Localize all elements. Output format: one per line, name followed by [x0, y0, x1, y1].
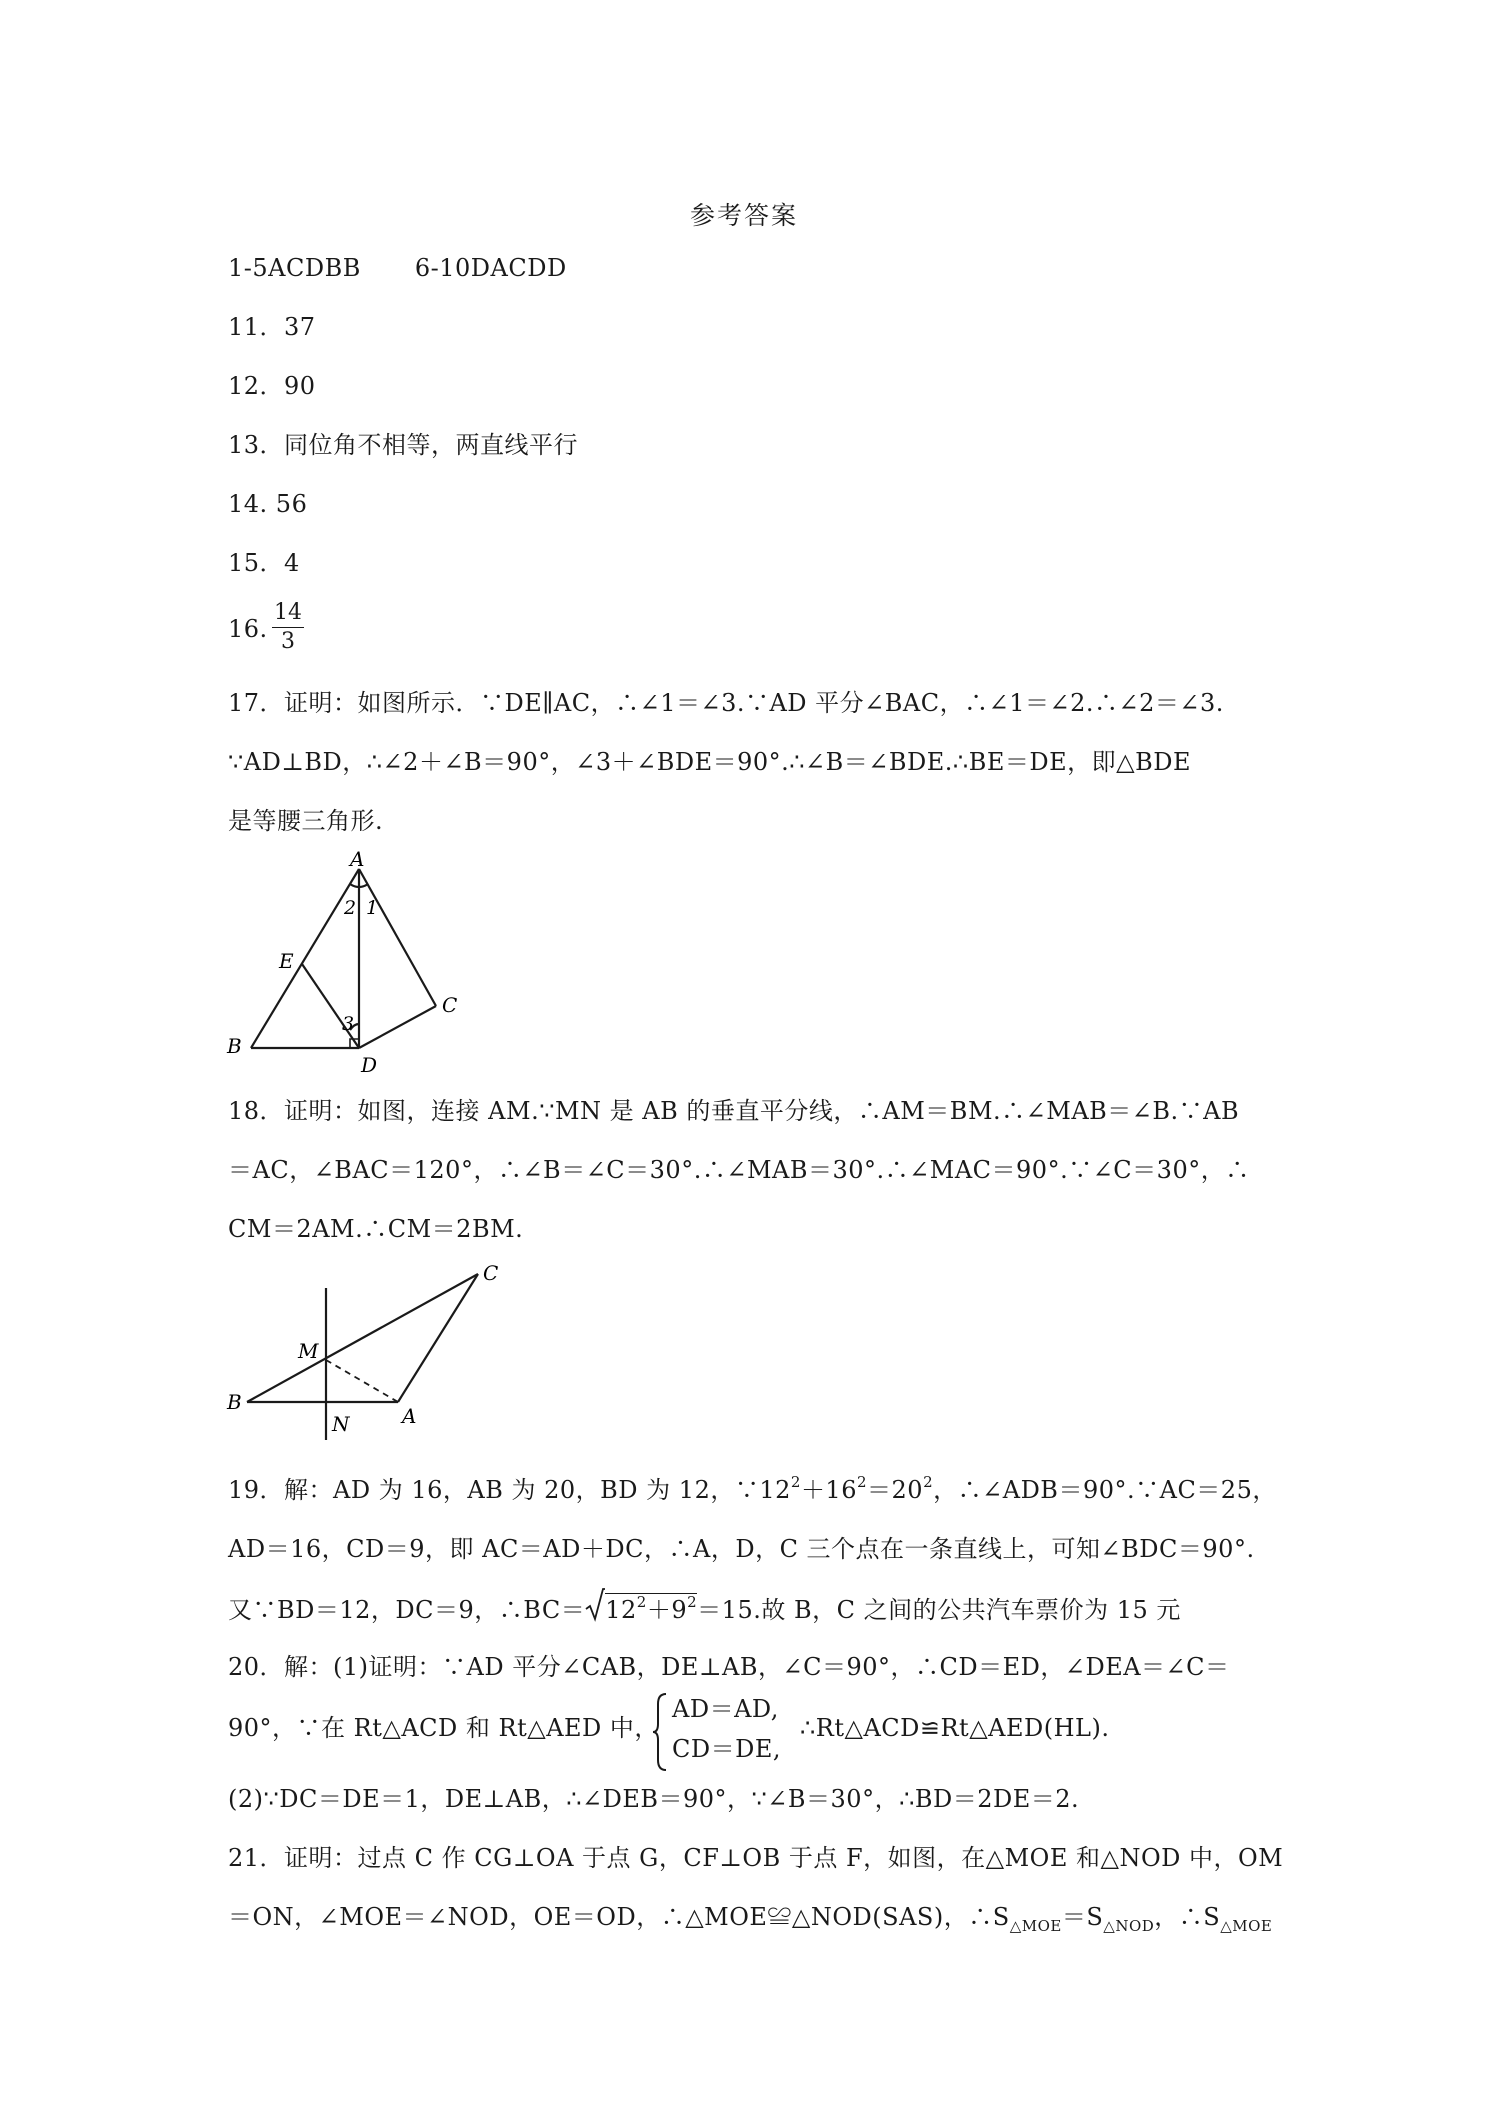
answer-16-label: 16. — [228, 615, 268, 643]
label-angle-1: 1 — [366, 897, 379, 919]
q19-sup-3: 2 — [923, 1473, 934, 1491]
page-title: 参考答案 — [689, 201, 798, 230]
label-angle-2: 2 — [344, 897, 357, 919]
label-E: E — [279, 949, 294, 973]
q20-line-2-part-a: 90°，∵在 Rt△ACD 和 Rt△AED 中， — [228, 1714, 659, 1742]
q21-sub-2: △NOD — [1103, 1916, 1155, 1935]
q19-line-3-part-a: 又∵BD＝12，DC＝9，∴BC＝ — [228, 1596, 586, 1624]
brace-icon — [652, 1692, 668, 1772]
q21-sub-1: △MOE — [1009, 1916, 1062, 1935]
q21-line-2-part-c: ，∴S — [1154, 1903, 1221, 1931]
answer-16-fraction — [272, 600, 304, 655]
radicand-sup-1: 2 — [636, 1593, 647, 1611]
dashed-segment-AM — [326, 1360, 398, 1402]
label-N: N — [332, 1412, 350, 1436]
q19-line-1-part-c: ＝20 — [867, 1476, 924, 1504]
label-D: D — [361, 1053, 378, 1075]
q18-line-2: ＝AC，∠BAC＝120°，∴∠B＝∠C＝30°.∴∠MAB＝30°.∴∠MAC＝90°.∵∠C＝30°，∴ — [228, 1156, 1250, 1184]
q21-line-1: 21．证明：过点 C 作 CG⊥OA 于点 G，CF⊥OB 于点 F，如图，在△MOE 和△NOD 中，OM — [228, 1844, 1284, 1872]
q19-line-1 — [228, 1475, 1277, 1505]
q18-line-3: CM＝2AM.∴CM＝2BM. — [228, 1215, 524, 1243]
q21-sub-3: △MOE — [1220, 1916, 1273, 1935]
label-angle-3: 3 — [342, 1013, 355, 1035]
label-C: C — [442, 993, 458, 1017]
segment-ED — [302, 964, 359, 1048]
q20-line-2-part-b: ∴Rt△ACD≌Rt△AED(HL). — [800, 1714, 1110, 1742]
segment-CA — [398, 1274, 478, 1402]
q19-line-1-part-d: ，∴∠ADB＝90°.∵AC＝25， — [933, 1476, 1277, 1504]
answer-12: 12．90 — [228, 372, 316, 400]
answer-15: 15．4 — [228, 549, 300, 577]
fraction-denominator: 3 — [281, 629, 295, 654]
q17-line-1: 17．证明：如图所示．∵DE∥AC，∴∠1＝∠3.∵AD 平分∠BAC，∴∠1＝∠2.∴∠2＝∠3. — [228, 689, 1224, 717]
q17-triangle-figure — [220, 850, 470, 1075]
square-root — [585, 1593, 697, 1625]
segment-CD — [359, 1006, 436, 1048]
q19-line-1-part-b: ＋16 — [800, 1476, 857, 1504]
segment-AC — [359, 869, 436, 1006]
q19-line-1-part-a: 19．解：AD 为 16，AB 为 20，BD 为 12，∵12 — [228, 1476, 791, 1504]
fraction-numerator: 14 — [274, 600, 302, 625]
q18-line-1: 18．证明：如图，连接 AM.∵MN 是 AB 的垂直平分线，∴AM＝BM.∴∠MAB＝∠B.∵AB — [228, 1097, 1240, 1125]
radicand-sup-2: 2 — [687, 1593, 698, 1611]
q17-line-3: 是等腰三角形. — [228, 807, 384, 835]
radicand — [605, 1593, 697, 1625]
q18-triangle-figure — [220, 1262, 520, 1447]
q20-line-1: 20．解：(1)证明：∵AD 平分∠CAB，DE⊥AB，∠C＝90°，∴CD＝ED，∠DEA＝∠C＝ — [228, 1653, 1230, 1681]
answers-6-10: 6-10DACDD — [414, 254, 567, 282]
q21-line-2-part-a: ＝ON，∠MOE＝∠NOD，OE＝OD，∴△MOE≌△NOD(SAS)，∴S — [228, 1903, 1010, 1931]
q19-sup-2: 2 — [856, 1473, 868, 1491]
q21-line-2 — [228, 1902, 1273, 1935]
segment-BC — [247, 1274, 478, 1402]
system-equation-1: AD＝AD, — [672, 1695, 779, 1723]
label-B: B — [227, 1390, 242, 1414]
label-A: A — [350, 850, 365, 871]
answer-13: 13．同位角不相等，两直线平行 — [228, 431, 579, 459]
q20-line-3: (2)∵DC＝DE＝1，DE⊥AB，∴∠DEB＝90°，∵∠B＝30°，∴BD＝2DE＝2. — [228, 1785, 1080, 1813]
q19-line-2: AD＝16，CD＝9，即 AC＝AD＋DC，∴A，D，C 三个点在一条直线上，可知∠BDC＝90°. — [228, 1535, 1255, 1563]
label-M: M — [298, 1339, 319, 1363]
label-B: B — [227, 1034, 242, 1058]
fraction-bar — [272, 627, 304, 628]
q21-line-2-part-b: ＝S — [1061, 1903, 1104, 1931]
system-equation-2: CD＝DE, — [672, 1735, 781, 1763]
label-C: C — [483, 1262, 499, 1285]
q19-line-3-part-b: ＝15.故 B，C 之间的公共汽车票价为 15 元 — [697, 1596, 1181, 1624]
answer-11: 11．37 — [228, 313, 316, 341]
radical-sign-icon — [585, 1587, 605, 1623]
answers-1-10 — [228, 253, 567, 283]
radicand-part-b: ＋9 — [646, 1596, 688, 1624]
q19-line-3 — [228, 1593, 1181, 1625]
q17-line-2: ∵AD⊥BD，∴∠2＋∠B＝90°，∠3＋∠BDE＝90°.∴∠B＝∠BDE.∴BE＝DE，即△BDE — [228, 748, 1191, 776]
radicand-part-a: 12 — [605, 1596, 637, 1624]
answer-14: 14. 56 — [228, 490, 308, 518]
q19-sup-1: 2 — [790, 1473, 801, 1491]
answers-1-5: 1-5ACDBB — [228, 254, 361, 282]
label-A: A — [402, 1404, 417, 1428]
